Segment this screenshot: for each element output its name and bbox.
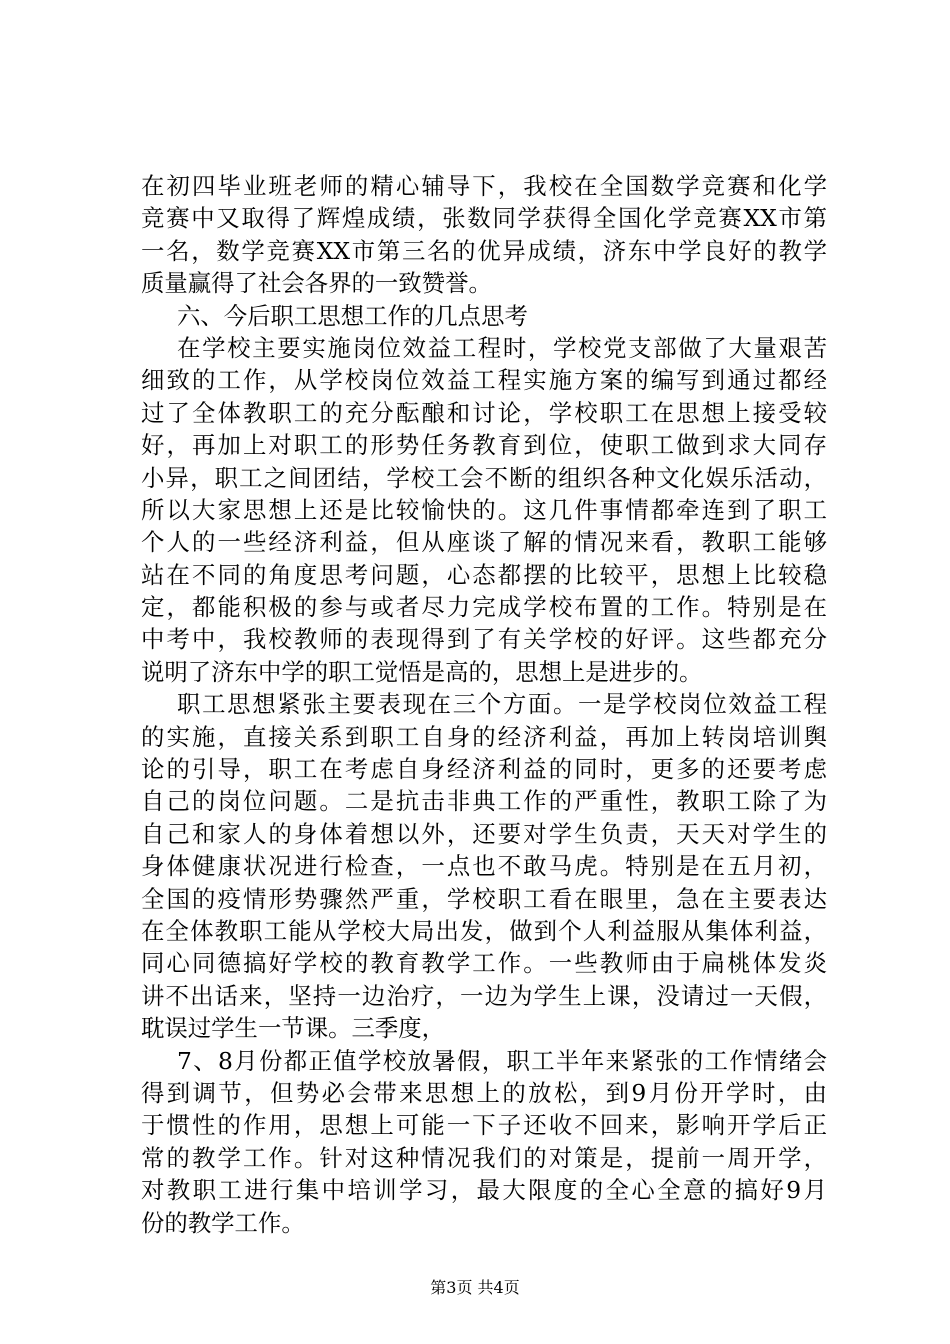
text-line: 说明了济东中学的职工觉悟是高的，思想上是进步的。 — [141, 657, 703, 686]
text-line: 小异，职工之间团结，学校工会不断的组织各种文化娱乐活动， — [141, 463, 827, 492]
text-line: 常的教学工作。针对这种情况我们的对策是，提前一周开学， — [141, 1143, 827, 1172]
text-line: 在学校主要实施岗位效益工程时，学校党支部做了大量艰苦 — [177, 333, 827, 362]
text-line: 六、今后职工思想工作的几点思考 — [177, 301, 528, 330]
text-line: 质量赢得了社会各界的一致赞誉。 — [141, 269, 492, 298]
text-line: 于惯性的作用，思想上可能一下子还收不回来，影响开学后正 — [141, 1111, 827, 1140]
text-line: 职工思想紧张主要表现在三个方面。一是学校岗位效益工程 — [177, 690, 827, 719]
text-line: 论的引导，职工在考虑自身经济利益的同时，更多的还要考虑 — [141, 755, 827, 784]
text-line: 讲不出话来，坚持一边治疗，一边为学生上课，没请过一天假， — [141, 981, 827, 1010]
text-line: 定，都能积极的参与或者尽力完成学校布置的工作。特别是在 — [141, 593, 827, 622]
page-number-label: 第3页 共4页 — [430, 1278, 520, 1297]
text-line: 站在不同的角度思考问题，心态都摆的比较平，思想上比较稳 — [141, 560, 827, 589]
text-line: 身体健康状况进行检查，一点也不敢马虎。特别是在五月初， — [141, 852, 827, 881]
text-line: 对教职工进行集中培训学习，最大限度的全心全意的搞好9月 — [141, 1176, 827, 1205]
text-line: 得到调节，但势必会带来思想上的放松，到9月份开学时，由 — [141, 1078, 827, 1107]
text-line: 竞赛中又取得了辉煌成绩，张数同学获得全国化学竞赛XX市第 — [141, 204, 827, 233]
text-line: 全国的疫情形势骤然严重，学校职工看在眼里，急在主要表达 — [141, 884, 827, 913]
page-footer — [0, 1277, 950, 1299]
text-line: 7、8月份都正值学校放暑假，职工半年来紧张的工作情绪会 — [177, 1046, 827, 1075]
text-line: 一名，数学竞赛XX市第三名的优异成绩，济东中学良好的教学 — [141, 236, 827, 265]
text-line: 所以大家思想上还是比较愉快的。这几件事情都牵连到了职工 — [141, 495, 827, 524]
text-line: 过了全体教职工的充分酝酿和讨论，学校职工在思想上接受较 — [141, 398, 827, 427]
text-line: 细致的工作，从学校岗位效益工程实施方案的编写到通过都经 — [141, 366, 827, 395]
text-line: 同心同德搞好学校的教育教学工作。一些教师由于扁桃体发炎 — [141, 949, 827, 978]
text-line: 自己和家人的身体着想以外，还要对学生负责，天天对学生的 — [141, 819, 827, 848]
text-line: 在初四毕业班老师的精心辅导下，我校在全国数学竞赛和化学 — [141, 172, 827, 200]
text-line: 耽误过学生一节课。三季度， — [141, 1014, 446, 1043]
text-line: 好，再加上对职工的形势任务教育到位，使职工做到求大同存 — [141, 431, 827, 460]
text-line: 在全体教职工能从学校大局出发，做到个人利益服从集体利益， — [141, 916, 827, 945]
text-line: 份的教学工作。 — [141, 1208, 305, 1237]
document-body — [141, 170, 827, 1239]
text-line: 个人的一些经济利益，但从座谈了解的情况来看，教职工能够 — [141, 528, 827, 557]
text-line: 的实施，直接关系到职工自身的经济利益，再加上转岗培训舆 — [141, 722, 827, 751]
text-line: 自己的岗位问题。二是抗击非典工作的严重性，教职工除了为 — [141, 787, 827, 816]
text-line: 中考中，我校教师的表现得到了有关学校的好评。这些都充分 — [141, 625, 827, 654]
